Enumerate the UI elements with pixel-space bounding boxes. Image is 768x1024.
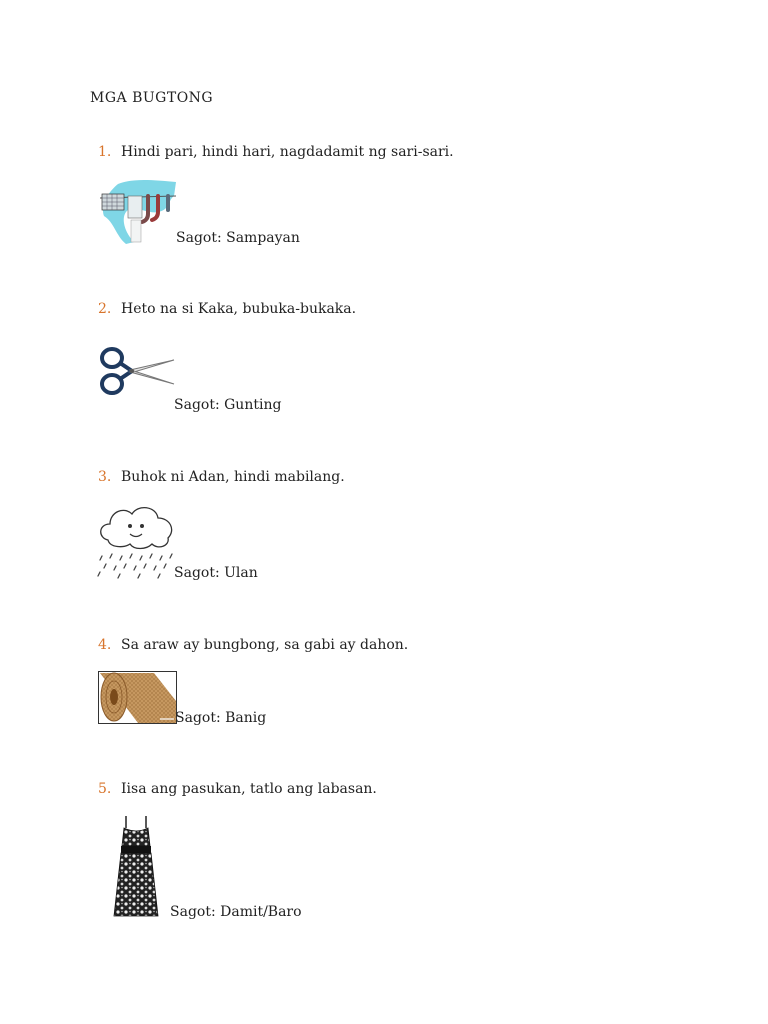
riddle-text: Heto na si Kaka, bubuka-bukaka. — [121, 301, 357, 317]
riddle-answer: Sagot: Sampayan — [176, 230, 300, 246]
riddle-number: 1. — [98, 144, 112, 160]
riddle-answer: Sagot: Gunting — [174, 397, 282, 413]
riddle-item — [98, 299, 698, 319]
riddle-number: 2. — [98, 301, 112, 317]
riddle-text: Buhok ni Adan, hindi mabilang. — [121, 469, 345, 485]
riddle-question — [98, 142, 698, 162]
riddle-text: Iisa ang pasukan, tatlo ang labasan. — [121, 781, 377, 797]
rain-cloud-icon — [96, 502, 178, 582]
riddle-item — [98, 142, 698, 162]
riddle-number: 3. — [98, 469, 112, 485]
riddle-item — [98, 635, 698, 655]
riddle-item — [98, 467, 698, 487]
scissors-icon — [98, 344, 178, 400]
dress-icon — [108, 814, 164, 920]
riddle-question — [98, 467, 698, 487]
riddle-question — [98, 299, 698, 319]
clothesline-icon — [98, 176, 178, 246]
riddle-number: 5. — [98, 781, 112, 797]
riddle-text: Hindi pari, hindi hari, nagdadamit ng sari-sari. — [121, 144, 454, 160]
riddle-answer: Sagot: Banig — [175, 710, 267, 726]
riddle-item — [98, 779, 698, 799]
riddle-number: 4. — [98, 637, 112, 653]
riddle-question — [98, 779, 698, 799]
riddle-question — [98, 635, 698, 655]
riddle-text: Sa araw ay bungbong, sa gabi ay dahon. — [121, 637, 409, 653]
page-title: MGA BUGTONG — [90, 90, 214, 106]
riddle-answer: Sagot: Damit/Baro — [170, 904, 302, 920]
rolled-mat-icon — [98, 671, 177, 724]
riddle-answer: Sagot: Ulan — [174, 565, 258, 581]
